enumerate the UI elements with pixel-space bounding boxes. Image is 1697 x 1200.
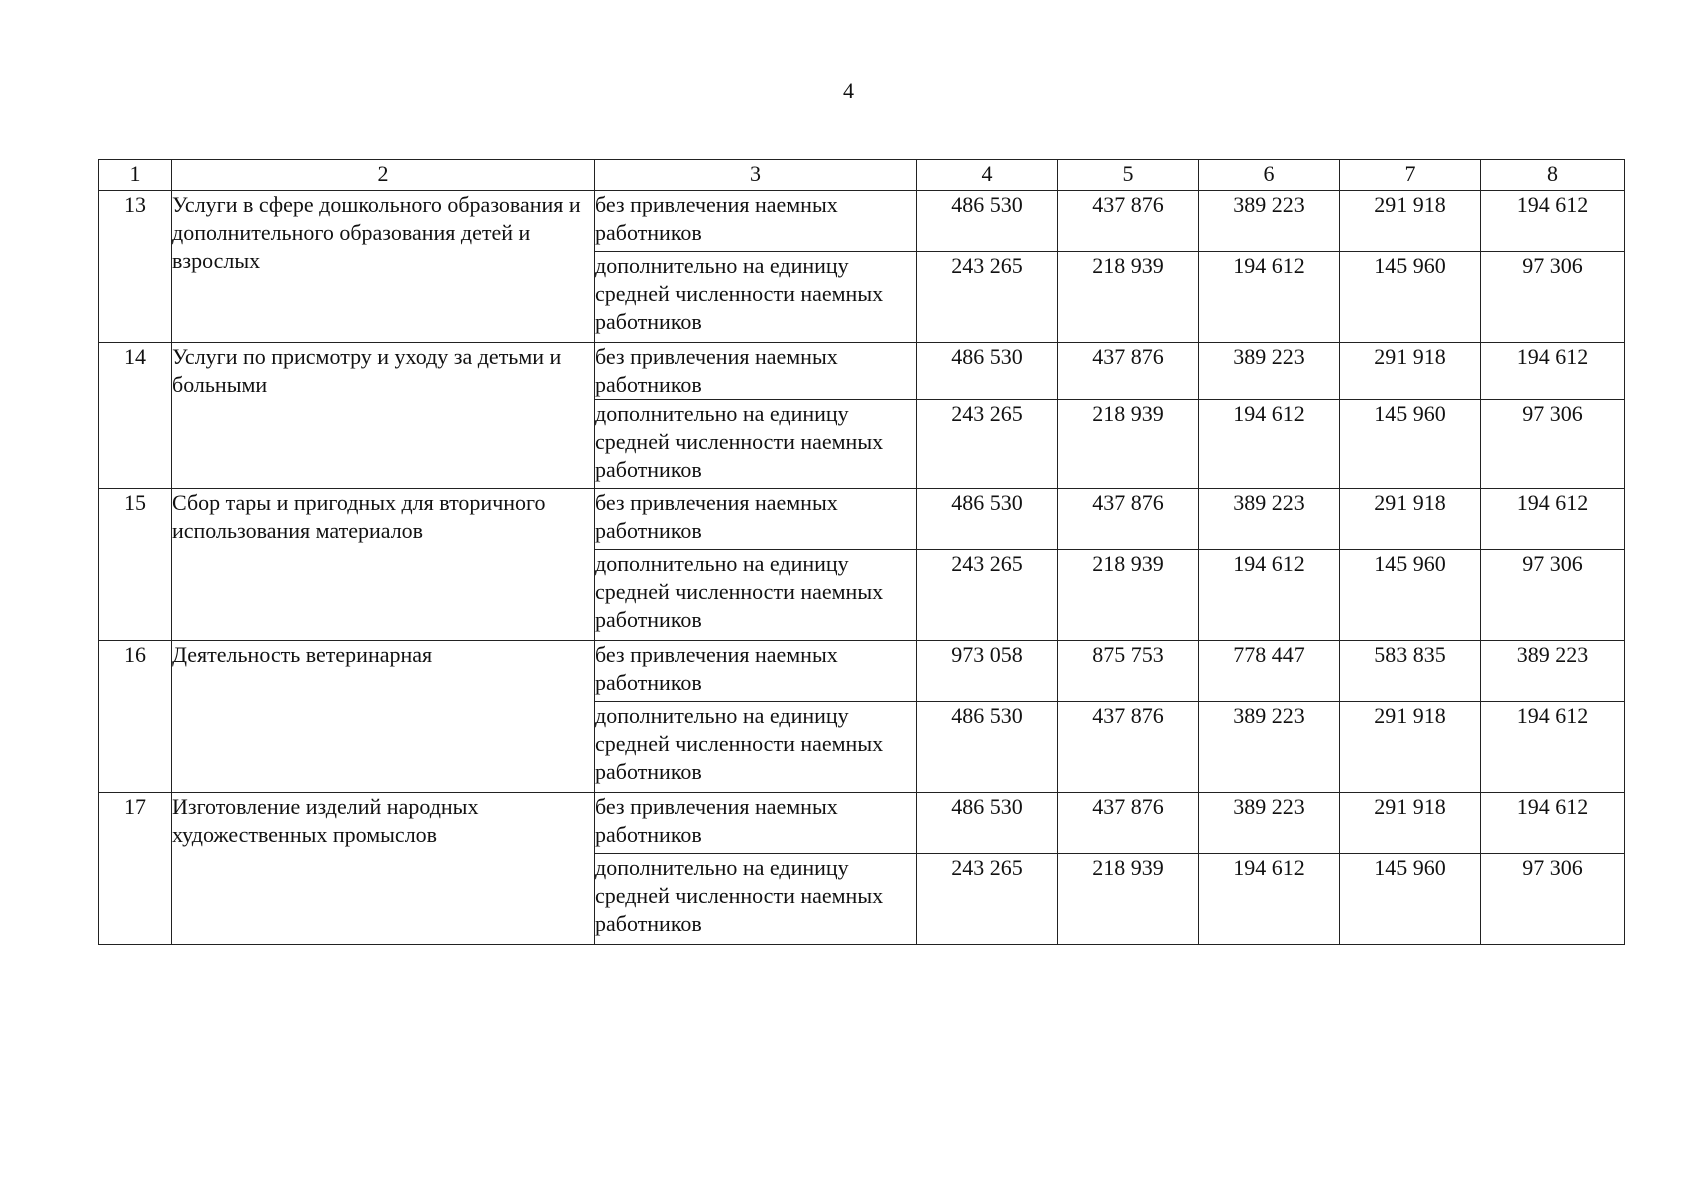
value-cell: 145 960 xyxy=(1340,400,1481,489)
value-cell: 97 306 xyxy=(1481,854,1625,945)
condition-cell: без привлечения наемных работников xyxy=(595,191,917,252)
table-row xyxy=(99,343,1625,400)
value-cell: 486 530 xyxy=(917,191,1058,252)
value-cell: 486 530 xyxy=(917,702,1058,793)
value-cell: 389 223 xyxy=(1199,702,1340,793)
value-cell: 97 306 xyxy=(1481,400,1625,489)
value-cell: 389 223 xyxy=(1199,489,1340,550)
value-cell: 145 960 xyxy=(1340,252,1481,343)
activity-name: Услуги по присмотру и уходу за детьми и больными xyxy=(172,343,595,489)
table-header-row xyxy=(99,160,1625,191)
row-number: 13 xyxy=(99,191,172,343)
column-header: 4 xyxy=(917,160,1058,191)
column-header: 5 xyxy=(1058,160,1199,191)
condition-cell: дополнительно на единицу средней численности наемных работников xyxy=(595,854,917,945)
value-cell: 194 612 xyxy=(1481,191,1625,252)
activity-name: Изготовление изделий народных художественных промыслов xyxy=(172,793,595,945)
value-cell: 218 939 xyxy=(1058,400,1199,489)
value-cell: 243 265 xyxy=(917,854,1058,945)
value-cell: 97 306 xyxy=(1481,252,1625,343)
value-cell: 194 612 xyxy=(1199,400,1340,489)
value-cell: 389 223 xyxy=(1199,343,1340,400)
value-cell: 437 876 xyxy=(1058,343,1199,400)
value-cell: 97 306 xyxy=(1481,550,1625,641)
table-row xyxy=(99,793,1625,854)
table-row xyxy=(99,641,1625,702)
column-header: 7 xyxy=(1340,160,1481,191)
condition-cell: дополнительно на единицу средней численности наемных работников xyxy=(595,400,917,489)
tax-rate-table xyxy=(98,159,1625,945)
value-cell: 437 876 xyxy=(1058,191,1199,252)
value-cell: 218 939 xyxy=(1058,550,1199,641)
value-cell: 389 223 xyxy=(1481,641,1625,702)
row-number: 14 xyxy=(99,343,172,489)
row-number: 17 xyxy=(99,793,172,945)
value-cell: 218 939 xyxy=(1058,854,1199,945)
value-cell: 437 876 xyxy=(1058,489,1199,550)
condition-cell: дополнительно на единицу средней численности наемных работников xyxy=(595,702,917,793)
value-cell: 973 058 xyxy=(917,641,1058,702)
column-header: 6 xyxy=(1199,160,1340,191)
condition-cell: без привлечения наемных работников xyxy=(595,489,917,550)
condition-cell: без привлечения наемных работников xyxy=(595,793,917,854)
value-cell: 194 612 xyxy=(1199,550,1340,641)
condition-cell: дополнительно на единицу средней численности наемных работников xyxy=(595,252,917,343)
column-header: 8 xyxy=(1481,160,1625,191)
value-cell: 145 960 xyxy=(1340,550,1481,641)
value-cell: 194 612 xyxy=(1199,854,1340,945)
value-cell: 583 835 xyxy=(1340,641,1481,702)
value-cell: 218 939 xyxy=(1058,252,1199,343)
condition-cell: без привлечения наемных работников xyxy=(595,641,917,702)
value-cell: 389 223 xyxy=(1199,793,1340,854)
row-number: 16 xyxy=(99,641,172,793)
value-cell: 291 918 xyxy=(1340,702,1481,793)
column-header: 3 xyxy=(595,160,917,191)
activity-name: Сбор тары и пригодных для вторичного использования материалов xyxy=(172,489,595,641)
value-cell: 778 447 xyxy=(1199,641,1340,702)
condition-cell: дополнительно на единицу средней численности наемных работников xyxy=(595,550,917,641)
value-cell: 243 265 xyxy=(917,252,1058,343)
condition-cell: без привлечения наемных работников xyxy=(595,343,917,400)
value-cell: 243 265 xyxy=(917,550,1058,641)
value-cell: 291 918 xyxy=(1340,489,1481,550)
value-cell: 194 612 xyxy=(1481,702,1625,793)
value-cell: 194 612 xyxy=(1481,793,1625,854)
table-row xyxy=(99,191,1625,252)
value-cell: 437 876 xyxy=(1058,793,1199,854)
value-cell: 389 223 xyxy=(1199,191,1340,252)
value-cell: 875 753 xyxy=(1058,641,1199,702)
value-cell: 486 530 xyxy=(917,793,1058,854)
value-cell: 486 530 xyxy=(917,489,1058,550)
activity-name: Услуги в сфере дошкольного образования и дополнительного образования детей и взрослых xyxy=(172,191,595,343)
value-cell: 194 612 xyxy=(1481,343,1625,400)
value-cell: 145 960 xyxy=(1340,854,1481,945)
page-number: 4 xyxy=(843,78,854,103)
row-number: 15 xyxy=(99,489,172,641)
value-cell: 194 612 xyxy=(1481,489,1625,550)
value-cell: 437 876 xyxy=(1058,702,1199,793)
value-cell: 291 918 xyxy=(1340,343,1481,400)
table-row xyxy=(99,489,1625,550)
column-header: 1 xyxy=(99,160,172,191)
value-cell: 243 265 xyxy=(917,400,1058,489)
value-cell: 291 918 xyxy=(1340,191,1481,252)
value-cell: 291 918 xyxy=(1340,793,1481,854)
value-cell: 194 612 xyxy=(1199,252,1340,343)
value-cell: 486 530 xyxy=(917,343,1058,400)
column-header: 2 xyxy=(172,160,595,191)
activity-name: Деятельность ветеринарная xyxy=(172,641,595,793)
